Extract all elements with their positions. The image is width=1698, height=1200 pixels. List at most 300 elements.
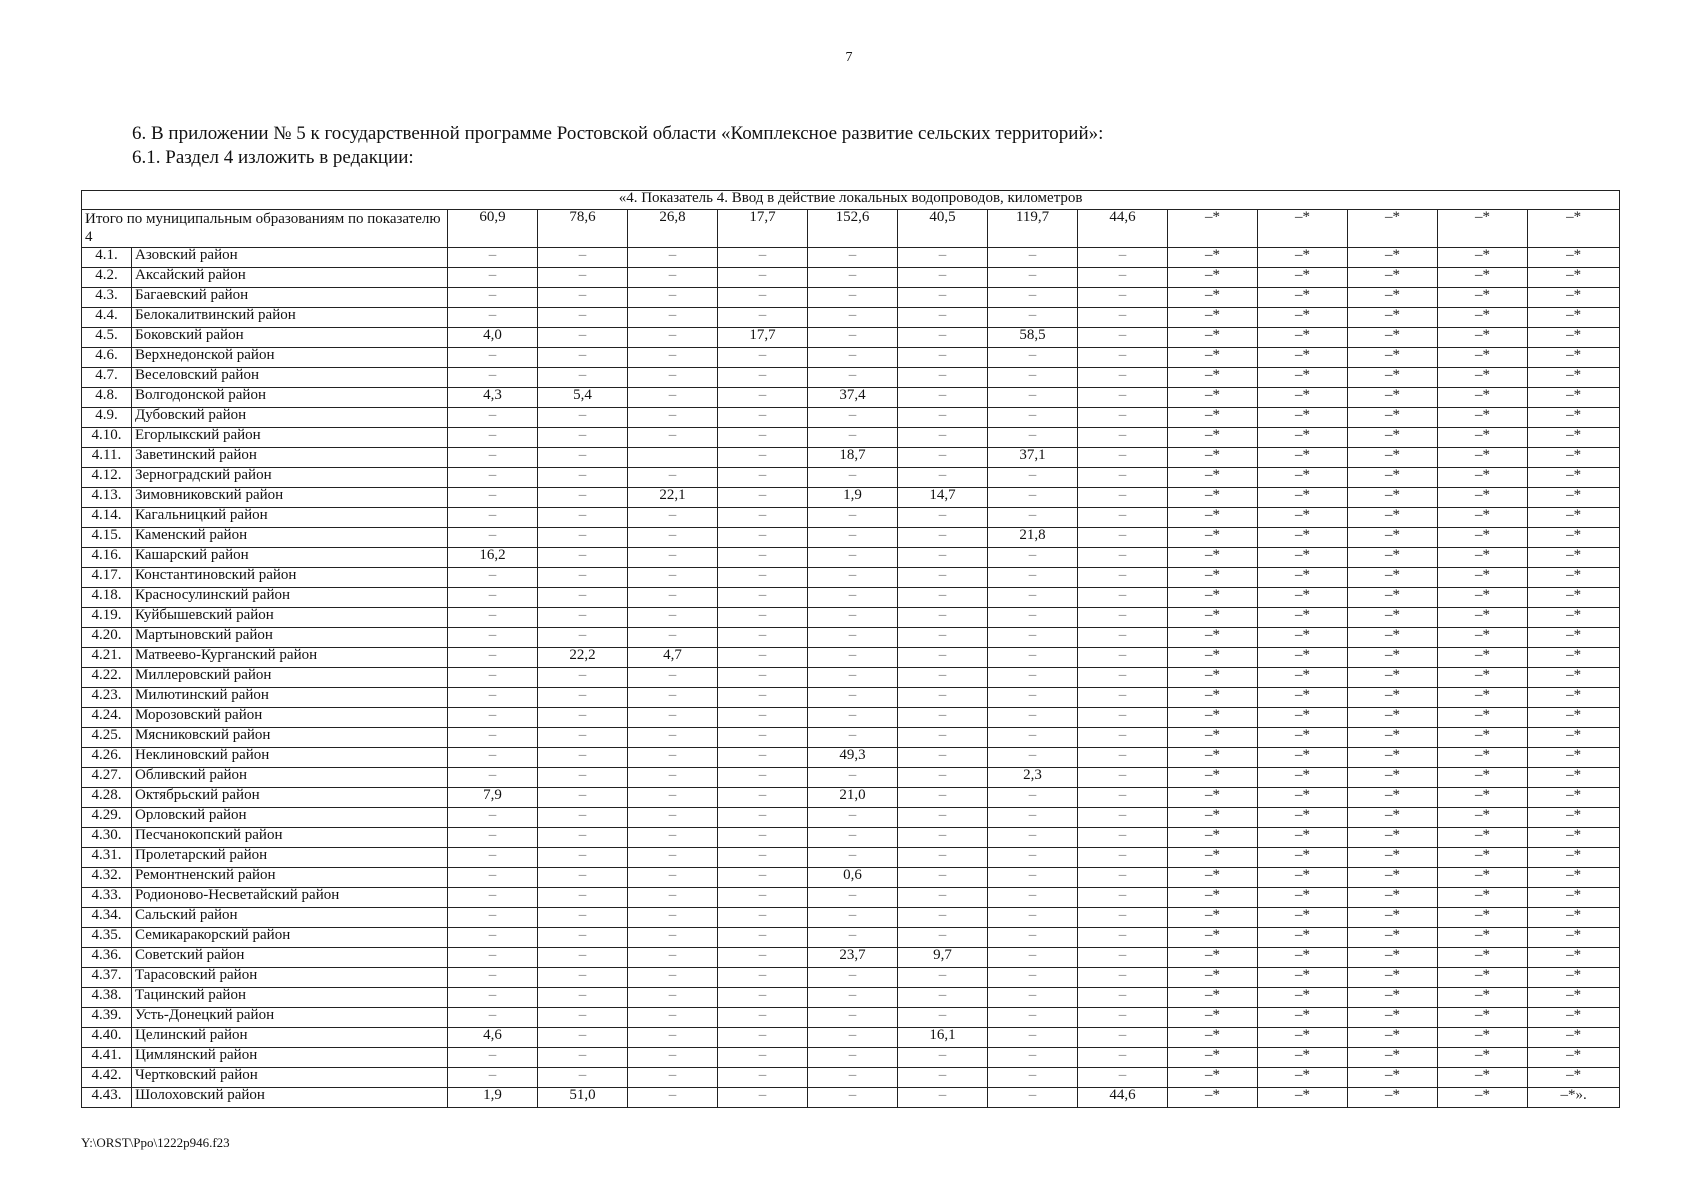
- row-value: 44,6: [1078, 1088, 1168, 1108]
- row-value: –: [628, 768, 718, 788]
- row-value: –: [1078, 668, 1168, 688]
- table-row: [82, 568, 1620, 588]
- row-value: –: [538, 368, 628, 388]
- row-value: 21,8: [988, 528, 1078, 548]
- table-row: [82, 928, 1620, 948]
- row-value: –*: [1168, 548, 1258, 568]
- row-value: –: [988, 988, 1078, 1008]
- row-value: –*: [1348, 928, 1438, 948]
- row-value: –*: [1528, 1008, 1620, 1028]
- district-name: Сальский район: [132, 908, 448, 928]
- row-value: –: [1078, 548, 1168, 568]
- row-value: –*: [1258, 508, 1348, 528]
- row-value: –*: [1348, 1048, 1438, 1068]
- row-value: –*: [1168, 268, 1258, 288]
- row-value: –: [628, 868, 718, 888]
- row-value: –: [538, 988, 628, 1008]
- row-value: –: [718, 808, 808, 828]
- row-value: –: [898, 988, 988, 1008]
- row-value: –: [448, 248, 538, 268]
- row-value: –*: [1528, 368, 1620, 388]
- row-code: 4.29.: [82, 808, 132, 828]
- row-value: –: [808, 328, 898, 348]
- district-name: Мясниковский район: [132, 728, 448, 748]
- district-name: Цимлянский район: [132, 1048, 448, 1068]
- row-value: 16,2: [448, 548, 538, 568]
- district-name: Октябрьский район: [132, 788, 448, 808]
- row-value: –*: [1258, 848, 1348, 868]
- row-value: –: [1078, 1008, 1168, 1028]
- row-value: –: [898, 928, 988, 948]
- row-value: –: [1078, 1028, 1168, 1048]
- row-value: –*: [1528, 828, 1620, 848]
- table-row: [82, 1068, 1620, 1088]
- row-value: –*: [1438, 1008, 1528, 1028]
- row-value: –: [538, 868, 628, 888]
- table-row: [82, 968, 1620, 988]
- row-value: –*: [1258, 308, 1348, 328]
- row-value: –: [1078, 588, 1168, 608]
- row-value: –*: [1348, 748, 1438, 768]
- row-value: –: [628, 248, 718, 268]
- district-name: Боковский район: [132, 328, 448, 348]
- row-value: –*: [1168, 1068, 1258, 1088]
- row-value: –*: [1348, 768, 1438, 788]
- row-value: –*: [1258, 288, 1348, 308]
- table-row: [82, 728, 1620, 748]
- row-value: –*: [1258, 428, 1348, 448]
- total-value: 26,8: [628, 210, 718, 248]
- row-value: 37,4: [808, 388, 898, 408]
- total-value: 40,5: [898, 210, 988, 248]
- row-value: –*: [1348, 628, 1438, 648]
- row-value: –: [1078, 268, 1168, 288]
- row-value: –: [808, 268, 898, 288]
- row-value: –*: [1168, 748, 1258, 768]
- row-value: –*: [1168, 348, 1258, 368]
- district-name: Кашарский район: [132, 548, 448, 568]
- row-value: –*: [1258, 908, 1348, 928]
- row-value: –*: [1528, 468, 1620, 488]
- row-value: –*: [1168, 428, 1258, 448]
- row-value: –*: [1438, 368, 1528, 388]
- row-value: –: [808, 508, 898, 528]
- row-value: –: [898, 348, 988, 368]
- row-value: –: [898, 448, 988, 468]
- row-value: –: [1078, 468, 1168, 488]
- row-value: –*: [1258, 628, 1348, 648]
- row-value: –: [628, 748, 718, 768]
- row-value: –: [538, 968, 628, 988]
- row-value: –: [1078, 408, 1168, 428]
- row-value: –: [808, 768, 898, 788]
- row-value: –*: [1168, 628, 1258, 648]
- row-value: –*: [1528, 388, 1620, 408]
- row-value: –*: [1258, 688, 1348, 708]
- row-value: –*: [1438, 1068, 1528, 1088]
- row-value: –: [898, 888, 988, 908]
- table-row: [82, 808, 1620, 828]
- row-value: –*: [1528, 568, 1620, 588]
- total-value: 78,6: [538, 210, 628, 248]
- table-row: [82, 548, 1620, 568]
- row-value: –*: [1348, 728, 1438, 748]
- row-value: –: [898, 848, 988, 868]
- row-value: 22,1: [628, 488, 718, 508]
- row-value: 58,5: [988, 328, 1078, 348]
- row-code: 4.31.: [82, 848, 132, 868]
- row-value: –*: [1258, 548, 1348, 568]
- row-value: –: [448, 448, 538, 468]
- row-value: –: [898, 548, 988, 568]
- row-value: 49,3: [808, 748, 898, 768]
- row-value: –: [448, 728, 538, 748]
- row-value: –*: [1528, 908, 1620, 928]
- row-value: –*: [1258, 748, 1348, 768]
- row-code: 4.42.: [82, 1068, 132, 1088]
- row-value: –: [1078, 428, 1168, 448]
- row-value: –: [988, 628, 1078, 648]
- row-value: –: [538, 668, 628, 688]
- row-value: –: [718, 688, 808, 708]
- row-value: –: [718, 748, 808, 768]
- district-name: Волгодонской район: [132, 388, 448, 408]
- table-row: [82, 848, 1620, 868]
- row-value: –: [718, 1068, 808, 1088]
- row-value: –: [1078, 848, 1168, 868]
- row-value: –: [628, 348, 718, 368]
- row-code: 4.5.: [82, 328, 132, 348]
- row-value: –: [808, 628, 898, 648]
- row-value: –: [448, 928, 538, 948]
- row-value: –: [988, 788, 1078, 808]
- row-value: –: [808, 668, 898, 688]
- district-name: Веселовский район: [132, 368, 448, 388]
- row-value: –: [898, 968, 988, 988]
- row-value: –: [898, 428, 988, 448]
- row-value: –: [718, 868, 808, 888]
- row-value: –: [718, 428, 808, 448]
- row-value: –: [808, 288, 898, 308]
- table-row: [82, 628, 1620, 648]
- row-value: –: [448, 808, 538, 828]
- row-value: –: [538, 888, 628, 908]
- row-value: –: [538, 448, 628, 468]
- row-value: –*: [1348, 1088, 1438, 1108]
- row-value: –: [448, 268, 538, 288]
- table-row: [82, 768, 1620, 788]
- district-name: Верхнедонской район: [132, 348, 448, 368]
- row-value: –: [898, 588, 988, 608]
- row-value: –*: [1168, 328, 1258, 348]
- row-value: –*: [1258, 1028, 1348, 1048]
- row-value: –: [538, 588, 628, 608]
- row-value: –: [988, 728, 1078, 748]
- row-value: –*: [1168, 968, 1258, 988]
- row-value: –: [448, 428, 538, 448]
- row-value: –: [808, 808, 898, 828]
- row-value: –: [988, 708, 1078, 728]
- row-value: –: [988, 388, 1078, 408]
- row-value: –*: [1528, 728, 1620, 748]
- row-value: –: [538, 428, 628, 448]
- row-value: –: [718, 588, 808, 608]
- row-value: –: [1078, 988, 1168, 1008]
- row-value: 17,7: [718, 328, 808, 348]
- row-value: –*: [1258, 828, 1348, 848]
- district-name: Пролетарский район: [132, 848, 448, 868]
- row-value: –: [808, 308, 898, 328]
- row-value: –: [538, 308, 628, 328]
- row-value: –: [988, 688, 1078, 708]
- row-value: 23,7: [808, 948, 898, 968]
- row-value: –: [628, 268, 718, 288]
- row-value: –*: [1438, 788, 1528, 808]
- row-value: –: [988, 488, 1078, 508]
- row-value: –: [448, 848, 538, 868]
- row-value: –: [898, 528, 988, 548]
- table-row: [82, 888, 1620, 908]
- row-value: –: [898, 308, 988, 328]
- row-value: –: [718, 548, 808, 568]
- row-value: –*: [1258, 888, 1348, 908]
- row-value: –*: [1438, 488, 1528, 508]
- row-value: –: [628, 468, 718, 488]
- row-value: –*: [1438, 848, 1528, 868]
- row-value: –: [448, 888, 538, 908]
- row-value: –*: [1438, 828, 1528, 848]
- row-value: –: [808, 608, 898, 628]
- row-code: 4.34.: [82, 908, 132, 928]
- row-value: 4,7: [628, 648, 718, 668]
- row-value: –: [1078, 968, 1168, 988]
- row-value: –: [808, 368, 898, 388]
- row-value: –*: [1528, 1028, 1620, 1048]
- row-value: –: [538, 548, 628, 568]
- row-value: –: [898, 688, 988, 708]
- row-value: –: [448, 288, 538, 308]
- row-value: 0,6: [808, 868, 898, 888]
- row-value: –: [898, 828, 988, 848]
- row-value: –: [988, 1008, 1078, 1028]
- row-value: –: [1078, 288, 1168, 308]
- row-value: –*: [1348, 508, 1438, 528]
- row-value: [628, 448, 718, 468]
- row-value: –: [898, 908, 988, 928]
- district-name: Куйбышевский район: [132, 608, 448, 628]
- row-value: –*: [1348, 788, 1438, 808]
- row-value: –: [898, 868, 988, 888]
- row-value: –: [1078, 688, 1168, 708]
- table-row: [82, 668, 1620, 688]
- row-value: –: [898, 628, 988, 648]
- row-value: –: [718, 968, 808, 988]
- row-value: –: [718, 348, 808, 368]
- row-code: 4.39.: [82, 1008, 132, 1028]
- row-value: –: [448, 648, 538, 668]
- row-value: –: [538, 928, 628, 948]
- row-code: 4.36.: [82, 948, 132, 968]
- row-value: –*: [1168, 408, 1258, 428]
- table-row: [82, 288, 1620, 308]
- row-value: –: [718, 388, 808, 408]
- row-value: –: [448, 1068, 538, 1088]
- row-value: –*: [1168, 528, 1258, 548]
- table-row: [82, 788, 1620, 808]
- row-value: –: [1078, 608, 1168, 628]
- row-value: –: [1078, 728, 1168, 748]
- row-value: –: [448, 968, 538, 988]
- row-value: 4,6: [448, 1028, 538, 1048]
- row-value: –: [808, 988, 898, 1008]
- row-value: –*: [1168, 568, 1258, 588]
- row-value: –: [988, 268, 1078, 288]
- row-value: –*: [1258, 968, 1348, 988]
- row-value: –*: [1438, 428, 1528, 448]
- row-value: –: [808, 568, 898, 588]
- row-value: –: [718, 508, 808, 528]
- row-value: –: [538, 808, 628, 828]
- row-code: 4.23.: [82, 688, 132, 708]
- row-value: –: [808, 888, 898, 908]
- row-value: –*: [1168, 388, 1258, 408]
- row-value: –: [898, 408, 988, 428]
- row-value: –: [538, 848, 628, 868]
- district-name: Егорлыкский район: [132, 428, 448, 448]
- row-value: –*: [1438, 628, 1528, 648]
- row-value: –: [808, 708, 898, 728]
- district-name: Зимовниковский район: [132, 488, 448, 508]
- row-value: 14,7: [898, 488, 988, 508]
- row-value: –: [448, 868, 538, 888]
- row-value: –*: [1438, 408, 1528, 428]
- row-value: –*: [1438, 508, 1528, 528]
- row-value: –*: [1348, 608, 1438, 628]
- row-value: –: [448, 508, 538, 528]
- row-value: –: [538, 568, 628, 588]
- row-value: –: [718, 888, 808, 908]
- row-value: –*: [1348, 348, 1438, 368]
- row-value: –: [628, 328, 718, 348]
- row-value: –: [448, 708, 538, 728]
- row-value: –: [1078, 368, 1168, 388]
- row-value: –: [718, 988, 808, 1008]
- row-value: –: [898, 268, 988, 288]
- row-value: –*: [1168, 508, 1258, 528]
- row-value: –: [898, 388, 988, 408]
- row-value: –: [988, 968, 1078, 988]
- district-name: Заветинский район: [132, 448, 448, 468]
- table-row: [82, 388, 1620, 408]
- row-value: –*: [1258, 1068, 1348, 1088]
- row-value: –: [448, 748, 538, 768]
- total-value: 44,6: [1078, 210, 1168, 248]
- row-value: –: [538, 728, 628, 748]
- row-code: 4.19.: [82, 608, 132, 628]
- table-row: [82, 908, 1620, 928]
- row-code: 4.11.: [82, 448, 132, 468]
- row-value: –: [898, 368, 988, 388]
- row-value: –: [718, 1088, 808, 1108]
- row-value: –*: [1528, 548, 1620, 568]
- district-name: Песчанокопский район: [132, 828, 448, 848]
- table-row: [82, 948, 1620, 968]
- row-value: –*: [1438, 1028, 1528, 1048]
- row-value: –: [718, 788, 808, 808]
- table-row: [82, 488, 1620, 508]
- row-value: –: [1078, 928, 1168, 948]
- row-value: –: [628, 288, 718, 308]
- row-value: –*».: [1528, 1088, 1620, 1108]
- row-value: 4,3: [448, 388, 538, 408]
- row-value: –: [628, 1068, 718, 1088]
- table-row: [82, 828, 1620, 848]
- row-value: –*: [1528, 608, 1620, 628]
- row-value: –: [538, 288, 628, 308]
- row-value: –*: [1168, 448, 1258, 468]
- row-value: –*: [1438, 648, 1528, 668]
- row-code: 4.2.: [82, 268, 132, 288]
- row-value: –*: [1258, 868, 1348, 888]
- row-value: –*: [1528, 748, 1620, 768]
- row-value: –*: [1348, 688, 1438, 708]
- district-name: Чертковский район: [132, 1068, 448, 1088]
- row-value: –: [808, 528, 898, 548]
- row-value: –*: [1168, 1008, 1258, 1028]
- row-value: –: [448, 988, 538, 1008]
- row-value: –: [628, 608, 718, 628]
- row-code: 4.17.: [82, 568, 132, 588]
- row-value: –*: [1168, 468, 1258, 488]
- row-value: –: [808, 408, 898, 428]
- row-value: –*: [1438, 288, 1528, 308]
- row-value: –: [988, 1028, 1078, 1048]
- row-value: –: [718, 668, 808, 688]
- row-value: –*: [1348, 268, 1438, 288]
- row-value: 1,9: [808, 488, 898, 508]
- row-value: –: [538, 528, 628, 548]
- table-row: [82, 268, 1620, 288]
- district-name: Шолоховский район: [132, 1088, 448, 1108]
- row-value: –: [808, 588, 898, 608]
- row-value: –*: [1348, 848, 1438, 868]
- row-code: 4.3.: [82, 288, 132, 308]
- row-value: –: [538, 508, 628, 528]
- row-value: –: [718, 1048, 808, 1068]
- row-value: –: [448, 668, 538, 688]
- district-name: Обливский район: [132, 768, 448, 788]
- row-value: –*: [1438, 528, 1528, 548]
- row-value: –*: [1348, 248, 1438, 268]
- row-value: –: [628, 688, 718, 708]
- row-value: –*: [1168, 928, 1258, 948]
- district-name: Константиновский район: [132, 568, 448, 588]
- row-value: –: [448, 768, 538, 788]
- total-value: –*: [1438, 210, 1528, 248]
- row-code: 4.18.: [82, 588, 132, 608]
- row-value: –: [898, 288, 988, 308]
- row-value: –*: [1168, 308, 1258, 328]
- row-value: 51,0: [538, 1088, 628, 1108]
- row-value: –: [448, 828, 538, 848]
- district-name: Красносулинский район: [132, 588, 448, 608]
- row-value: –: [898, 1008, 988, 1028]
- row-value: –: [628, 788, 718, 808]
- row-value: –: [1078, 508, 1168, 528]
- row-value: –: [448, 348, 538, 368]
- row-code: 4.8.: [82, 388, 132, 408]
- row-value: –: [628, 588, 718, 608]
